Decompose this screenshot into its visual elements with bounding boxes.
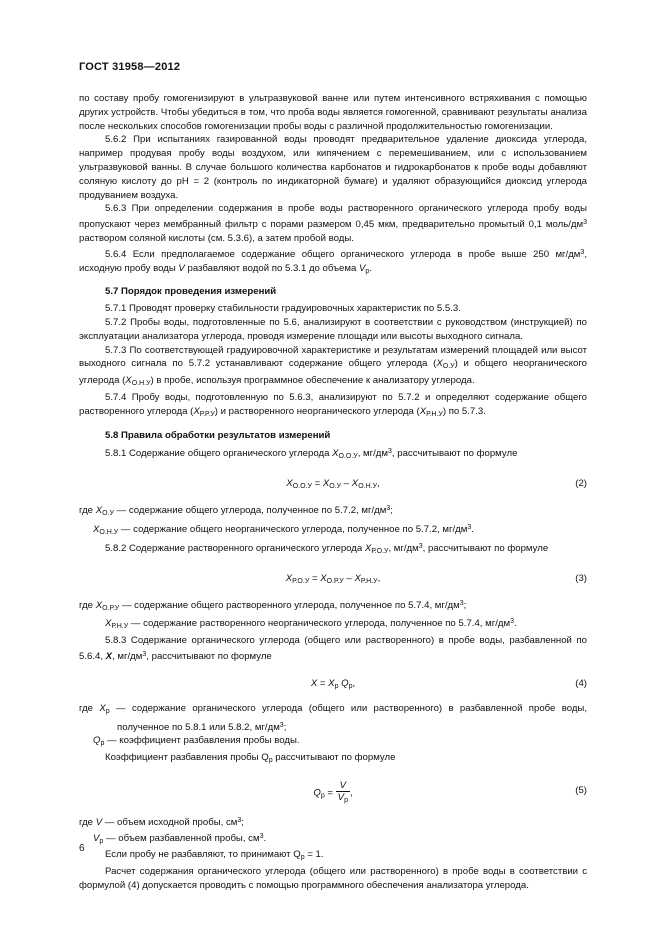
formula-2-number: (2): [575, 478, 587, 490]
where-3b: $X_{Р.Н.У}$ — содержание растворенного неорганического углерода, полученное по 5.7.4, $мг/дм^3$.: [105, 618, 517, 631]
paragraph-5-7-3: 5.7.3 По соответствующей градуировочной характеристике и результатам измерений площадей или высот выходного сигнала по 5.7.2 устанавливают содержание общего углерода $(X_{О.У})$ и общего неорганического углерода $(X_{О.Н.У})$ в пробе, используя программное обеспечение к анализатору углерода.: [79, 344, 587, 388]
where-5a: где V — объем исходной пробы, $см^3$;: [79, 816, 244, 828]
paragraph-5-6-4: 5.6.4 Если предполагаемое содержание общего органического углерода в пробе выше 250 $мг/дм^3$, исходную пробу воды V разбавляют водой по 5.3.1 до объема $V_р$.: [79, 248, 587, 275]
paragraph-5-7-1: 5.7.1 Проводят проверку стабильности градуировочных характеристик по 5.5.3.: [105, 303, 461, 315]
page-number: 6: [79, 843, 85, 854]
where-4b: $Q_р$ — коэффициент разбавления пробы воды.: [93, 735, 300, 748]
where-4a: где $X_р$ — содержание органического углерода (общего или растворенного) в разбавленной пробе воды, полученное по 5.8.1 или 5.8.2, $мг/дм^3$;: [79, 702, 587, 733]
formula-3: $X_{Р.О.У} = X_{О.Р.У} - X_{Р.Н.У}$, (3): [285, 572, 587, 585]
formula-4-number: (4): [575, 677, 587, 689]
document-page: [79, 0, 587, 935]
section-5-7-title: 5.7 Порядок проведения измерений: [105, 286, 277, 298]
document-header: ГОСТ 31958—2012: [79, 61, 181, 73]
paragraph-homogenization: по составу пробу гомогенизируют в ультразвуковой ванне или путем интенсивного встряхивания с помощью других устройств. Чтобы убедиться в том, что проба воды является гомогенной, сравнивают результаты анализа после нескольких способов гомогенизации пробы воды с различной продолжительностью гомогенизации.: [79, 93, 587, 132]
paragraph-5-8-2: 5.8.2 Содержание растворенного органического углерода $X_{Р.О.У}$, $мг/дм^3$, рассчитывают по формуле: [105, 542, 549, 555]
formula-2: $X_{О.О.У} = X_{О.У} - X_{О.Н.У}$, (2): [286, 478, 587, 491]
paragraph-5-7-2: 5.7.2 Пробы воды, подготовленные по 5.6, анализируют в соответствии с руководством (инструкцией) по эксплуатации анализатора углерода, проводя измерение площади или высоты выходного сигнала.: [79, 316, 587, 342]
where-5b: $V_р$ — объем разбавленной пробы, $см^3$.: [93, 832, 267, 845]
formula-4: $X = X_р$ $Q_р$, (4): [310, 677, 587, 690]
paragraph-5-8-3: 5.8.3 Содержание органического углерода (общего или растворенного) в пробе воды, разбавленной по 5.6.4, X, $мг/дм^3$, рассчитывают по формуле: [79, 635, 587, 662]
document-body: [79, 92, 587, 893]
paragraph-calculation: Расчет содержания органического углерода (общего или растворенного) в пробе воды в соответствии с формулой (4) допускается проводить с помощью программного обеспечения анализатора углерода.: [79, 866, 587, 892]
where-2b: $X_{О.Н.У}$ — содержание общего неорганического углерода, полученное по 5.7.2, $мг/дм^3$.: [93, 523, 474, 536]
paragraph-5-6-2: 5.6.2 При испытаниях газированной воды проводят предварительное удаление диоксида углерода, например продувая пробу воды воздухом, или кипячением с перемешиванием, или с использованием ультразвуковой ванны. В случае большого количества карбонатов и гидрокарбонатов к пробе воды добавляют соляную кислоту до pH = 2 (контроль по индикаторной бумаге) и удаляют образующийся диоксид углерода продуванием воздуха.: [79, 134, 587, 201]
where-3a: где $X_{О.Р.У}$ — содержание общего растворенного углерода, полученное по 5.7.4, $мг/дм^3$;: [79, 599, 467, 612]
section-5-8-title: 5.8 Правила обработки результатов измерений: [105, 429, 331, 441]
paragraph-no-dilution: Если пробу не разбавляют, то принимают $Q_р = 1$.: [105, 849, 324, 862]
formula-5: $Q_р$ = $\frac{V}{V_р}$ , (5): [313, 779, 587, 804]
paragraph-coefficient: Коэффициент разбавления пробы $Q_р$ рассчитывают по формуле: [105, 752, 396, 765]
formula-3-number: (3): [575, 572, 587, 584]
paragraph-5-6-3: 5.6.3 При определении содержания в пробе воды растворенного органического углерода пробу воды пропускают через мембранный фильтр с порами размером 0,45 мкм, предварительно промытый 0,1 моль/$дм^3$ раствором соляной кислоты (см. 5.3.6), а затем пробой воды.: [79, 203, 587, 244]
formula-5-number: (5): [575, 784, 587, 796]
where-2a: где $X_{О.У}$ — содержание общего углерода, полученное по 5.7.2, $мг/дм^3$;: [79, 505, 393, 518]
paragraph-5-8-1: 5.8.1 Содержание общего органического углерода $X_{О.О.У}$, $мг/дм^3$, рассчитывают по формуле: [105, 448, 518, 461]
paragraph-5-7-4: 5.7.4 Пробу воды, подготовленную по 5.6.3, анализируют по 5.7.2 и определяют содержание общего растворенного углерода $(X_{Р.Р.У})$ и растворенного неорганического углерода $(X_{Р.Н.У})$ по 5.7.3.: [79, 391, 587, 418]
